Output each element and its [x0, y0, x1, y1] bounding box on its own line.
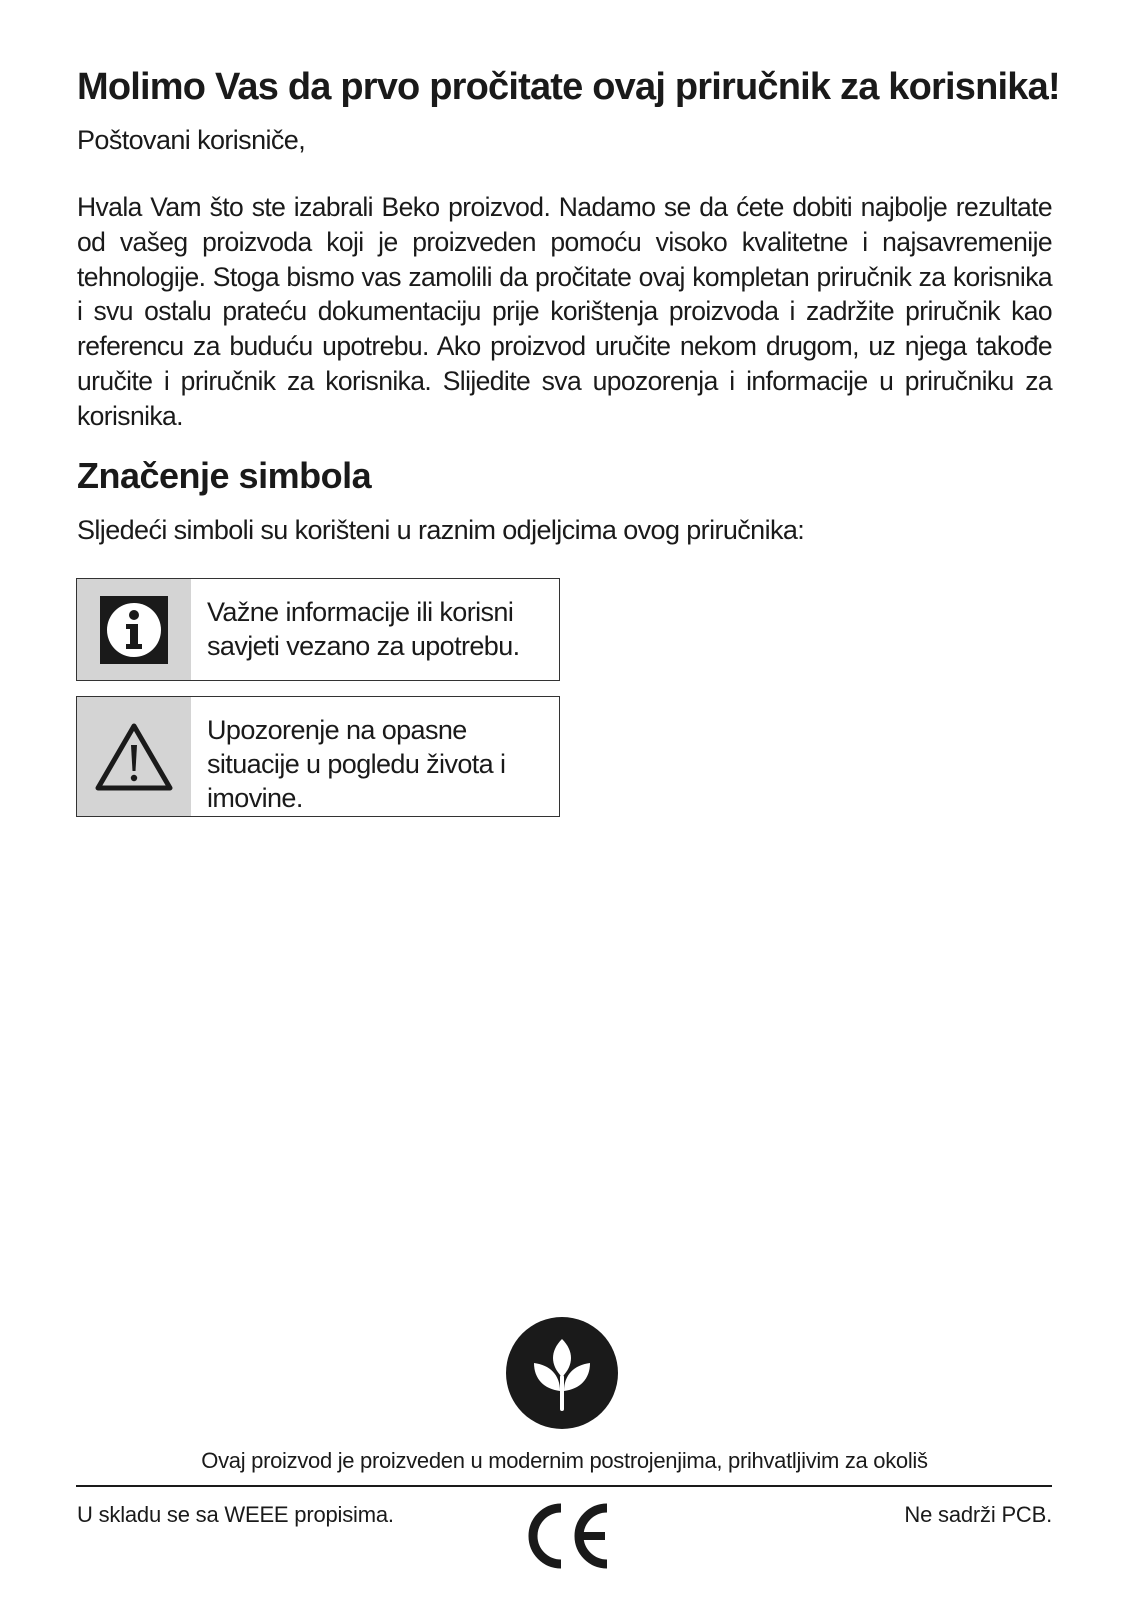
leaf-icon — [506, 1317, 618, 1429]
warning-symbol-text: Upozorenje na opasne situacije u pogledu života i imovine. — [207, 715, 506, 813]
eco-text: Ovaj proizvod je proizveden u modernim postrojenjima, prihvatljivim za okoliš — [201, 1448, 928, 1473]
intro-paragraph: Hvala Vam što ste izabrali Beko proizvod. Nadamo se da ćete dobiti najbolje rezultate od vašeg proizvoda koji je proizveden pomoću visoko kvalitetne i najsavremenije tehnologije. Stoga bismo vas zamolili da pročitate ovaj kompletan priručnik za korisnika i svu ostalu prateću dokumentaciju prije korištenja proizvoda i zadržite priručnik kao referencu za buduću upotrebu. Ako proizvod uručite nekom drugom, uz njega takođe uručite i priručnik za korisnika. Slijedite sva upozorenja i informacije u priručniku za korisnika. — [77, 192, 1052, 431]
warning-symbol-box — [76, 696, 560, 817]
footer-divider — [76, 1485, 1052, 1487]
ce-mark-icon — [515, 1500, 615, 1572]
warning-triangle-icon — [93, 721, 175, 793]
info-symbol-text: Važne informacije ili korisni savjeti vezano za upotrebu. — [207, 597, 520, 661]
section-title: Značenje simbola — [77, 455, 372, 496]
weee-text: U skladu se sa WEEE propisima. — [77, 1502, 394, 1527]
greeting: Poštovani korisniče, — [77, 125, 306, 155]
pcb-text: Ne sadrži PCB. — [904, 1502, 1052, 1527]
page-title: Molimo Vas da prvo pročitate ovaj priručnik za korisnika! — [77, 66, 1060, 108]
section-lead: Sljedeći simboli su korišteni u raznim odjeljcima ovog priručnika: — [77, 515, 805, 545]
info-symbol-box — [76, 578, 560, 681]
info-icon-cell — [77, 579, 191, 680]
info-icon — [100, 596, 168, 664]
warning-icon-cell — [77, 697, 191, 816]
